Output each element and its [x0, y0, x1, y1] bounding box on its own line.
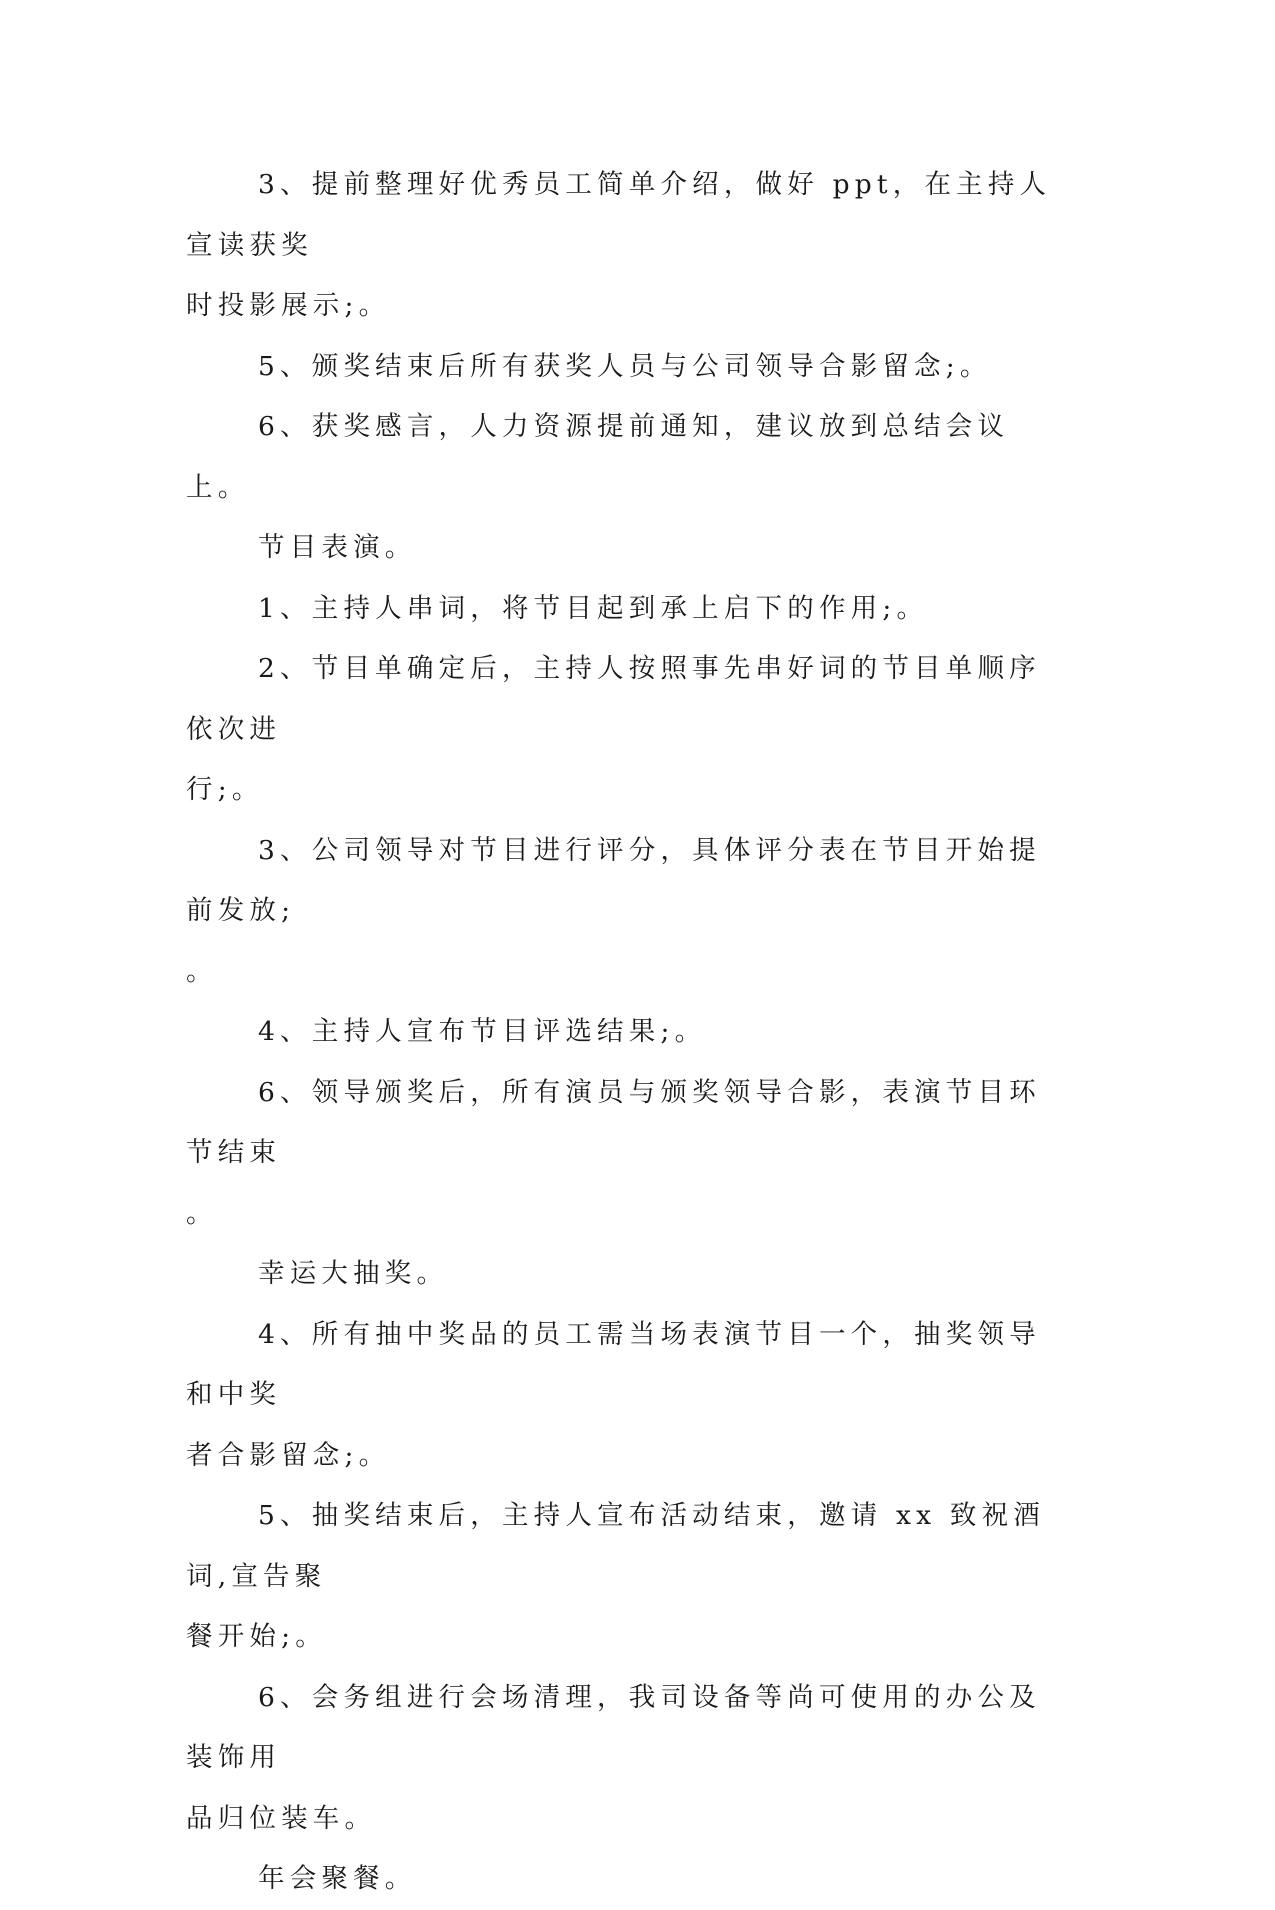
paragraph-award-ppt [186, 155, 1058, 337]
text-line: 6、领导颁奖后，所有演员与颁奖领导合影，表演节目环节结束 [186, 1076, 1041, 1168]
document-body [186, 155, 1058, 1910]
paragraph-group-photo [186, 337, 1058, 398]
text-line: 。 [186, 955, 218, 987]
paragraph-cleanup [186, 1668, 1058, 1850]
paragraph-performer-photo [186, 1063, 1058, 1245]
section-heading-performance [186, 518, 1058, 579]
paragraph-scoring [186, 821, 1058, 1003]
text-line: 品归位装车。 [186, 1802, 377, 1834]
paragraph-acceptance-speech [186, 397, 1058, 518]
paragraph-program-order [186, 639, 1058, 821]
text-line: 3、提前整理好优秀员工简单介绍，做好 ppt，在主持人宣读获奖 [186, 169, 1052, 261]
section-heading-lucky-draw [186, 1244, 1058, 1305]
text-line: 6、会务组进行会场清理，我司设备等尚可使用的办公及装饰用 [186, 1681, 1041, 1773]
paragraph-toast [186, 1486, 1058, 1668]
text-line: 年会聚餐。 [258, 1863, 417, 1894]
text-line: 。 [186, 1197, 218, 1229]
text-line: 者合影留念;。 [186, 1439, 391, 1471]
text-line: 4、所有抽中奖品的员工需当场表演节目一个，抽奖领导和中奖 [186, 1318, 1041, 1410]
text-line: 节目表演。 [258, 532, 417, 563]
paragraph-host-script [186, 579, 1058, 640]
text-line: 1、主持人串词，将节目起到承上启下的作用;。 [258, 592, 929, 624]
text-line: 5、抽奖结束后，主持人宣布活动结束，邀请 xx 致祝酒词,宣告聚 [186, 1500, 1045, 1592]
text-line: 餐开始;。 [186, 1621, 327, 1652]
text-line: 幸运大抽奖。 [258, 1258, 449, 1289]
text-line: 4、主持人宣布节目评选结果;。 [258, 1016, 707, 1047]
section-heading-dinner [186, 1849, 1058, 1910]
text-line: 行;。 [186, 774, 264, 805]
paragraph-winners-perform [186, 1305, 1058, 1487]
paragraph-results [186, 1002, 1058, 1063]
text-line: 3、公司领导对节目进行评分，具体评分表在节目开始提前发放; [186, 834, 1041, 926]
text-line: 5、颁奖结束后所有获奖人员与公司领导合影留念;。 [258, 350, 992, 382]
text-line: 2、节目单确定后，主持人按照事先串好词的节目单顺序依次进 [186, 653, 1041, 745]
text-line: 时投影展示;。 [186, 290, 391, 321]
text-line: 6、获奖感言，人力资源提前通知，建议放到总结会议上。 [186, 411, 1010, 503]
